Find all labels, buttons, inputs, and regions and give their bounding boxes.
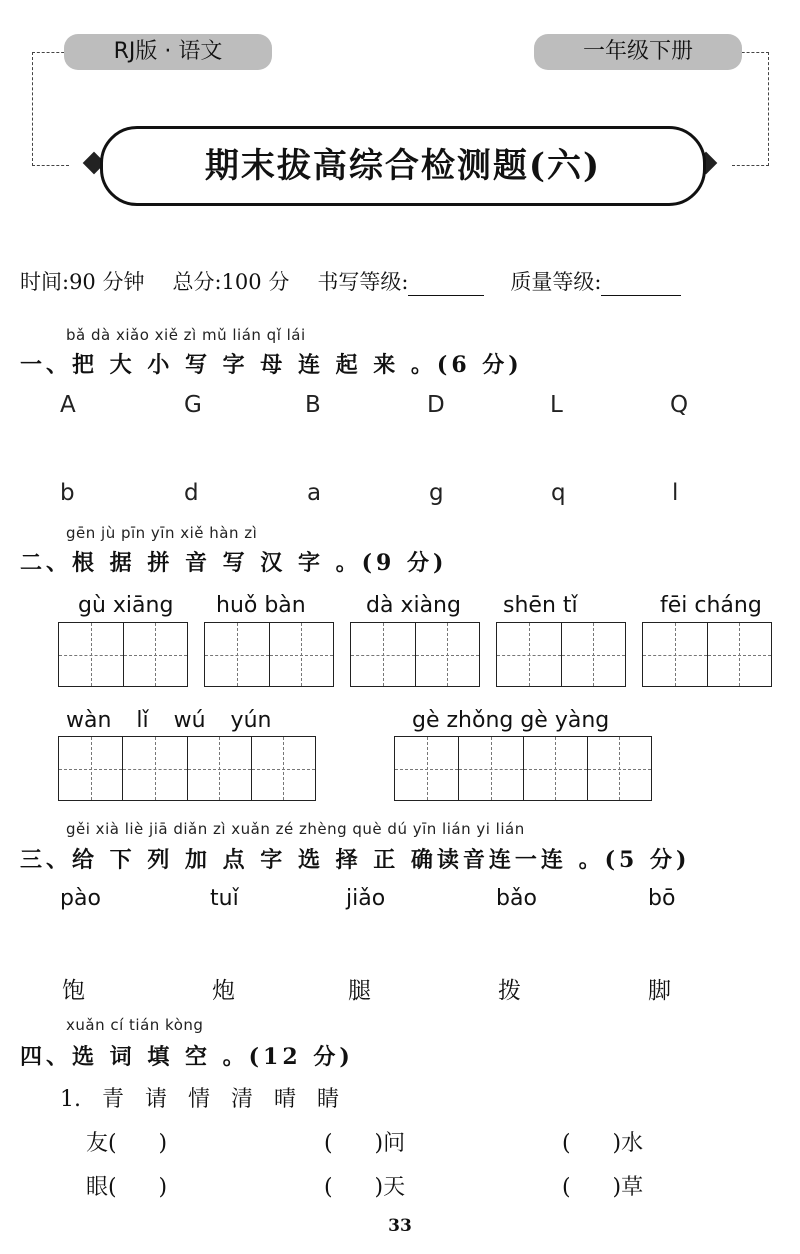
word-pinyin: shēn tǐ: [503, 593, 578, 618]
upper-letter[interactable]: A: [60, 392, 76, 418]
reading-option[interactable]: pào: [60, 886, 101, 911]
lower-letter[interactable]: q: [551, 480, 566, 506]
writing-grade-label: 书写等级:: [317, 270, 409, 294]
writing-grid[interactable]: [350, 622, 480, 687]
character-option[interactable]: 腿: [348, 978, 371, 1004]
upper-letter[interactable]: B: [305, 392, 321, 418]
writing-grid[interactable]: [58, 736, 316, 801]
reading-option[interactable]: tuǐ: [210, 886, 239, 911]
character-option[interactable]: 饱: [62, 978, 85, 1004]
lower-letter[interactable]: a: [307, 480, 322, 506]
reading-option[interactable]: bǎo: [496, 886, 537, 911]
upper-letter[interactable]: D: [427, 392, 445, 418]
word-pinyin: wàn lǐ wú yún: [66, 708, 272, 733]
writing-grid[interactable]: [58, 622, 188, 687]
fill-blank[interactable]: ( )草: [562, 1175, 644, 1200]
word-pinyin: gù xiāng: [78, 593, 174, 618]
section1-heading: 一、把 大 小 写 字 母 连 起 来 。(6 分): [20, 352, 523, 378]
upper-letter[interactable]: L: [550, 392, 563, 418]
section3-heading: 三、给 下 列 加 点 字 选 择 正 确读音连一连 。(5 分): [20, 847, 691, 873]
fill-blank[interactable]: 眼( ): [86, 1175, 168, 1200]
question-1-options: 1. 青 请 情 清 晴 睛: [60, 1087, 339, 1112]
section3-pinyin: gěi xià liè jiā diǎn zì xuǎn zé zhèng què dú yīn lián yi lián: [66, 820, 525, 838]
writing-grid[interactable]: [394, 736, 652, 801]
word-pinyin: fēi cháng: [660, 593, 762, 618]
reading-option[interactable]: jiǎo: [346, 886, 386, 911]
writing-grid[interactable]: [204, 622, 334, 687]
quality-grade-label: 质量等级:: [510, 270, 602, 294]
subject-tag: RJ版 · 语文: [64, 34, 272, 70]
section2-heading: 二、根 据 拼 音 写 汉 字 。(9 分): [20, 550, 448, 576]
time-label: 时间:90 分钟: [20, 270, 145, 294]
section4-heading: 四、选 词 填 空 。(12 分): [20, 1044, 354, 1070]
fill-blank[interactable]: ( )问: [324, 1131, 406, 1156]
lower-letter[interactable]: d: [184, 480, 199, 506]
character-option[interactable]: 炮: [212, 978, 235, 1004]
quality-grade-blank[interactable]: [601, 273, 681, 296]
grade-tag: 一年级下册: [534, 34, 742, 70]
lower-letter[interactable]: l: [672, 480, 679, 506]
page-title: 期末拔高综合检测题(六): [100, 126, 706, 206]
word-pinyin: dà xiàng: [366, 593, 461, 618]
writing-grid[interactable]: [642, 622, 772, 687]
fill-blank[interactable]: ( )天: [324, 1175, 406, 1200]
page-number: 33: [388, 1216, 412, 1236]
header-right-bracket: [732, 52, 769, 166]
character-option[interactable]: 脚: [648, 978, 671, 1004]
word-pinyin: huǒ bàn: [216, 593, 306, 618]
fill-blank[interactable]: 友( ): [86, 1131, 168, 1156]
upper-letter[interactable]: G: [184, 392, 202, 418]
word-pinyin: gè zhǒng gè yàng: [412, 708, 610, 733]
upper-letter[interactable]: Q: [670, 392, 689, 418]
section1-pinyin: bǎ dà xiǎo xiě zì mǔ lián qǐ lái: [66, 326, 306, 344]
writing-grade-blank[interactable]: [408, 273, 484, 296]
header-left-bracket: [32, 52, 69, 166]
exam-info: [20, 266, 681, 296]
reading-option[interactable]: bō: [648, 886, 676, 911]
fill-blank[interactable]: ( )水: [562, 1131, 644, 1156]
writing-grid[interactable]: [496, 622, 626, 687]
lower-letter[interactable]: b: [60, 480, 75, 506]
section4-pinyin: xuǎn cí tián kòng: [66, 1016, 204, 1034]
lower-letter[interactable]: g: [429, 480, 444, 506]
section2-pinyin: gēn jù pīn yīn xiě hàn zì: [66, 524, 258, 542]
total-label: 总分:100 分: [172, 270, 290, 294]
character-option[interactable]: 拨: [498, 978, 521, 1004]
